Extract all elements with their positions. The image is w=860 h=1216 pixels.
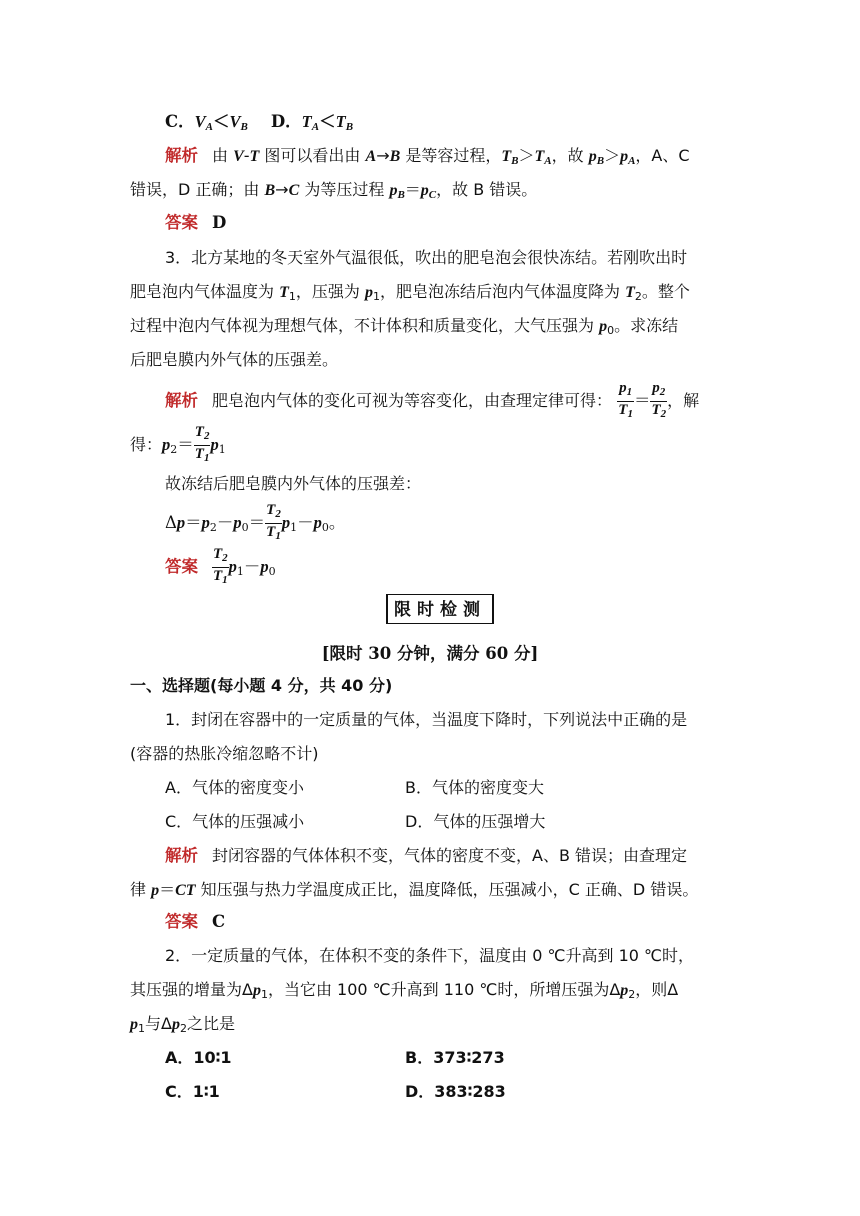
n1-answer-line	[165, 910, 770, 934]
q3-stem-line3: 过程中泡内气体视为理想气体，不计体积和质量变化，大气压强为 $p_0$。求冻结	[130, 316, 679, 337]
q3-analysis-line2: 得：$p_2=$ $\frac{T_2}{T_1}$ $p_1$	[130, 424, 735, 460]
section-limits: [限时 30 分钟，满分 60 分]	[321, 644, 539, 663]
part1-heading: 一、选择题(每小题 4 分，共 40 分)	[130, 676, 393, 695]
fraction-p1-t1: $\frac{p_1}{T_1}$	[618, 380, 633, 420]
option-d-formula: $T_A$	[301, 112, 320, 133]
n2-stem-line2: 其压强的增量为$\Delta p_1$，当它由 100 ℃升高到 110 ℃时，所增压强为$\Delta p_2$，则Δ	[130, 980, 679, 1001]
prev-analysis-line2: 错误，D 正确；由 B→C 为等压过程 $p_B=p_C$，故 B 错误。	[130, 180, 538, 201]
q3-analysis-formula: $\Delta p=p_2-p_0=$ $\frac{T_2}{T_1}$ $p_1-p_0$。	[165, 502, 770, 538]
n2-stem-line1: 2．一定质量的气体，在体积不变的条件下，温度由 0 ℃升高到 10 ℃时，	[165, 946, 695, 965]
section-box-title: 限时检测	[386, 594, 494, 624]
answer-label: 答案	[165, 557, 198, 576]
q3-analysis-line3: 故冻结后肥皂膜内外气体的压强差：	[165, 474, 422, 493]
q3-stem-line4: 后肥皂膜内外气体的压强差。	[130, 350, 339, 369]
q3-stem-line2: 肥皂泡内气体温度为 $T_1$，压强为 $p_1$，肥皂泡冻结后泡内气体温度降为 $T_2$。整个	[130, 282, 690, 303]
analysis-label: 解析	[165, 146, 198, 165]
n2-option-b: B．373∶273	[405, 1048, 505, 1067]
prev-analysis-line1: 解析 由 V-T 图可以看出由 A→B 是等容过程，$T_B>T_A$，故 $p_B>p_A$，A、C	[165, 146, 690, 167]
q3-answer-line: 答案 $\frac{T_2}{T_1}$ $p_1-p_0$	[165, 546, 770, 582]
n1-stem-line1: 1．封闭在容器中的一定质量的气体，当温度下降时，下列说法中正确的是	[165, 710, 688, 729]
option-c-formula: $V_A$	[194, 112, 213, 133]
n2-option-a: A．10∶1	[165, 1048, 232, 1067]
analysis-label: 解析	[165, 846, 198, 865]
n1-option-d: D．气体的压强增大	[405, 812, 546, 831]
prev-answer-line	[165, 211, 770, 235]
prev-answer-value: D	[212, 213, 227, 232]
fraction-p2-t2: $\frac{p_2}{T_2}$	[651, 380, 667, 420]
n1-analysis-line1: 解析 封闭容器的气体体积不变，气体的密度不变，A、B 错误；由查理定	[165, 846, 688, 865]
n1-stem-line2: (容器的热胀冷缩忽略不计)	[130, 744, 319, 763]
n1-option-c: C．气体的压强减小	[165, 812, 305, 831]
answer-label: 答案	[165, 912, 198, 931]
option-c-label: C．	[165, 112, 195, 131]
q3-stem-line1: 3．北方某地的冬天室外气温很低，吹出的肥皂泡会很快冻结。若刚吹出时	[165, 248, 688, 267]
fraction-t2-t1: $\frac{T_2}{T_1}$	[213, 546, 228, 586]
n2-stem-line3: $p_1$与$\Delta p_2$之比是	[130, 1014, 235, 1035]
n1-answer-value: C	[212, 912, 226, 931]
answer-label: 答案	[165, 213, 198, 232]
option-d-label: D．	[270, 112, 302, 131]
n2-option-d: D．383∶283	[405, 1082, 506, 1101]
fraction-t2-t1: $\frac{T_2}{T_1}$	[266, 502, 281, 542]
n1-option-b: B．气体的密度变大	[405, 778, 544, 797]
analysis-label: 解析	[165, 391, 198, 410]
prev-options-line: C．$V_A<V_B$ D．$T_A<T_B$	[165, 112, 354, 133]
fraction-t2-t1: $\frac{T_2}{T_1}$	[194, 424, 210, 464]
n2-option-c: C．1∶1	[165, 1082, 220, 1101]
n1-analysis-line2: 律 p＝CT 知压强与热力学温度成正比，温度降低，压强减小，C 正确、D 错误。	[130, 880, 699, 899]
n1-option-a: A．气体的密度变小	[165, 778, 304, 797]
q3-analysis-line1: 解析 肥皂泡内气体的变化可视为等容变化，由查理定律可得： $\frac{p_1}{T_1}$ ＝ $\frac{p_2}{T_2}$ ，解	[165, 380, 770, 416]
